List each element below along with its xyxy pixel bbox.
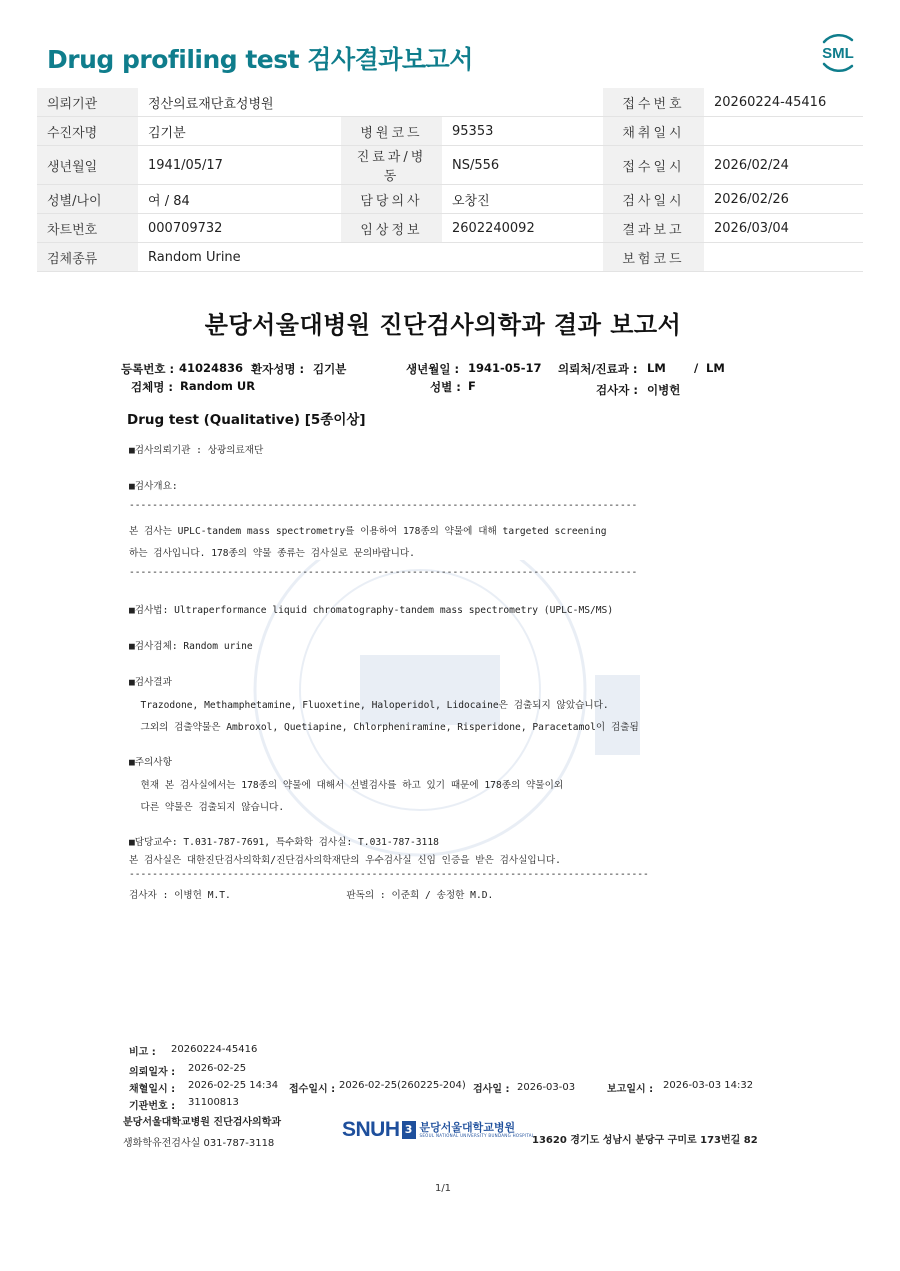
info-label: 검체종류 — [37, 243, 138, 272]
report-line: ■검사법: Ultraperformance liquid chromatography-tandem mass spectrometry (UPLC-MS/MS) — [129, 605, 614, 616]
sex: F — [468, 379, 476, 393]
examiner-label: 검사자 : — [596, 383, 638, 397]
test-date: 2026-03-03 — [517, 1082, 576, 1093]
snuh-hospital-name — [420, 1122, 535, 1138]
info-row — [37, 185, 863, 214]
info-label: 채취일시 — [603, 117, 704, 146]
info-row — [37, 146, 863, 185]
info-label — [341, 243, 442, 272]
report-line: ---------------------------------------------------------------------------------------- — [129, 567, 638, 578]
report-line: 본 검사는 UPLC-tandem mass spectrometry를 이용하여 178종의 약물에 대해 targeted screening — [129, 526, 607, 537]
info-value — [704, 117, 863, 146]
test-date-label: 검사일 : — [473, 1084, 510, 1095]
info-value: 20260224-45416 — [704, 88, 863, 117]
report-line: ■주의사항 — [129, 757, 172, 768]
inst-code: 31100813 — [188, 1097, 239, 1108]
info-label: 담당의사 — [341, 185, 442, 214]
info-value: 김기분 — [138, 117, 341, 146]
report-line: 다른 약물은 검출되지 않습니다. — [129, 802, 285, 813]
report-line: ■검사개요: — [129, 481, 178, 492]
request-date: 2026-02-25 — [188, 1063, 247, 1074]
info-label: 의뢰기관 — [37, 88, 138, 117]
info-value: 정산의료재단효성병원 — [138, 88, 341, 117]
inst-code-label: 기관번호 : — [129, 1101, 176, 1112]
dob: 1941-05-17 — [468, 361, 542, 375]
info-row — [37, 88, 863, 117]
info-row — [37, 243, 863, 272]
collect-label: 채혈일시 : — [129, 1084, 176, 1095]
report-datetime: 2026-03-03 14:32 — [663, 1080, 754, 1091]
info-value: 2026/02/24 — [704, 146, 863, 185]
patient-info-table — [37, 88, 863, 272]
dept-2: LM — [706, 361, 725, 375]
info-value — [442, 88, 603, 117]
info-label: 진료과/병동 — [341, 146, 442, 185]
info-label — [341, 88, 442, 117]
receipt-datetime: 2026-02-25(260225-204) — [339, 1080, 466, 1091]
info-value: 2026/02/26 — [704, 185, 863, 214]
address: 13620 경기도 성남시 분당구 구미로 173번길 82 — [532, 1135, 758, 1146]
collect-datetime: 2026-02-25 14:34 — [188, 1080, 279, 1091]
info-value — [704, 243, 863, 272]
dept-separator: / — [694, 361, 699, 375]
snuh-logo — [342, 1118, 534, 1142]
sex-label: 성별 : — [430, 380, 461, 394]
logo-text: SML — [822, 45, 854, 62]
info-label: 임상정보 — [341, 214, 442, 243]
info-label: 접수번호 — [603, 88, 704, 117]
info-label: 보험코드 — [603, 243, 704, 272]
snuh-hospital-name-ko: 분당서울대학교병원 — [419, 1120, 516, 1134]
info-label: 생년월일 — [37, 146, 138, 185]
request-date-label: 의뢰일자 : — [129, 1067, 176, 1078]
report-line: Trazodone, Methamphetamine, Fluoxetine, Haloperidol, Lidocaine은 검출되지 않았습니다. — [129, 700, 609, 711]
info-value: 95353 — [442, 117, 603, 146]
report-line: ■검사의뢰기관 : 상광의료재단 — [129, 445, 264, 456]
report-line: ------------------------------------------------------------------------------------------ — [129, 869, 649, 880]
report-line: ■담당교수: T.031-787-7691, 특수화학 검사실: T.031-787-3118 — [129, 837, 439, 848]
report-line: 검사자 : 이병헌 M.T. 판독의 : 이준희 / 송정한 M.D. — [129, 890, 494, 901]
specimen: Random UR — [180, 379, 256, 393]
patient-name: 김기분 — [313, 362, 347, 376]
info-label: 차트번호 — [37, 214, 138, 243]
info-label: 접수일시 — [603, 146, 704, 185]
report-line: 그외의 검출약물은 Ambroxol, Quetiapine, Chlorpheniramine, Risperidone, Paracetamol이 검출됨 — [129, 722, 639, 733]
dept-label: 의뢰처/진료과 : — [558, 362, 638, 376]
info-value: NS/556 — [442, 146, 603, 185]
patient-label: 환자성명 : — [251, 362, 305, 376]
snuh-logo-text: SNUH — [342, 1118, 400, 1141]
page-number: 1/1 — [434, 1183, 452, 1194]
dob-label: 생년월일 : — [406, 362, 460, 376]
info-label: 결과보고 — [603, 214, 704, 243]
info-value: 오창진 — [442, 185, 603, 214]
page-title: Drug profiling test 검사결과보고서 — [47, 45, 473, 74]
report-line: ---------------------------------------------------------------------------------------- — [129, 500, 638, 511]
report-line: 본 검사실은 대한진단검사의학회/진단검사의학재단의 우수검사실 신임 인증을 받은 검사실입니다. — [129, 855, 561, 866]
section-title: Drug test (Qualitative) [5종이상] — [127, 412, 366, 428]
report-title: 분당서울대병원 진단검사의학과 결과 보고서 — [204, 311, 682, 339]
info-value: Random Urine — [138, 243, 341, 272]
receipt-label: 접수일시 : — [289, 1084, 336, 1095]
report-line: ■검사검체: Random urine — [129, 641, 253, 652]
note: 20260224-45416 — [171, 1044, 258, 1055]
dept-name: 분당서울대학교병원 진단검사의학과 — [123, 1117, 282, 1128]
report-line: 하는 검사입니다. 178종의 약물 종류는 검사실로 문의바랍니다. — [129, 548, 415, 559]
info-value: 000709732 — [138, 214, 341, 243]
snuh-badge-icon: 3 — [402, 1121, 416, 1139]
info-value: 2026/03/04 — [704, 214, 863, 243]
info-row — [37, 214, 863, 243]
sml-logo — [814, 30, 862, 76]
report-date-label: 보고일시 : — [607, 1084, 654, 1095]
info-value: 2602240092 — [442, 214, 603, 243]
info-value: 1941/05/17 — [138, 146, 341, 185]
info-row — [37, 117, 863, 146]
note-label: 비고 : — [129, 1047, 156, 1058]
report-line: ■검사결과 — [129, 677, 172, 688]
lab-phone: 생화학유전검사실 031-787-3118 — [123, 1138, 275, 1149]
report-line: 현재 본 검사실에서는 178종의 약물에 대해서 선별검사를 하고 있기 때문에 178종의 약물이외 — [129, 780, 564, 791]
info-label: 병원코드 — [341, 117, 442, 146]
info-label: 성별/나이 — [37, 185, 138, 214]
info-value — [442, 243, 603, 272]
reg-no-label: 등록번호 : — [121, 362, 175, 376]
examiner: 이병헌 — [647, 383, 681, 397]
info-value: 여 / 84 — [138, 185, 341, 214]
snuh-hospital-name-en: SEOUL NATIONAL UNIVERSITY BUNDANG HOSPITAL — [419, 1132, 535, 1138]
info-label: 검사일시 — [603, 185, 704, 214]
reg-no: 41024836 — [179, 361, 244, 375]
dept-1: LM — [647, 361, 666, 375]
info-label: 수진자명 — [37, 117, 138, 146]
specimen-label: 검체명 : — [131, 380, 173, 394]
